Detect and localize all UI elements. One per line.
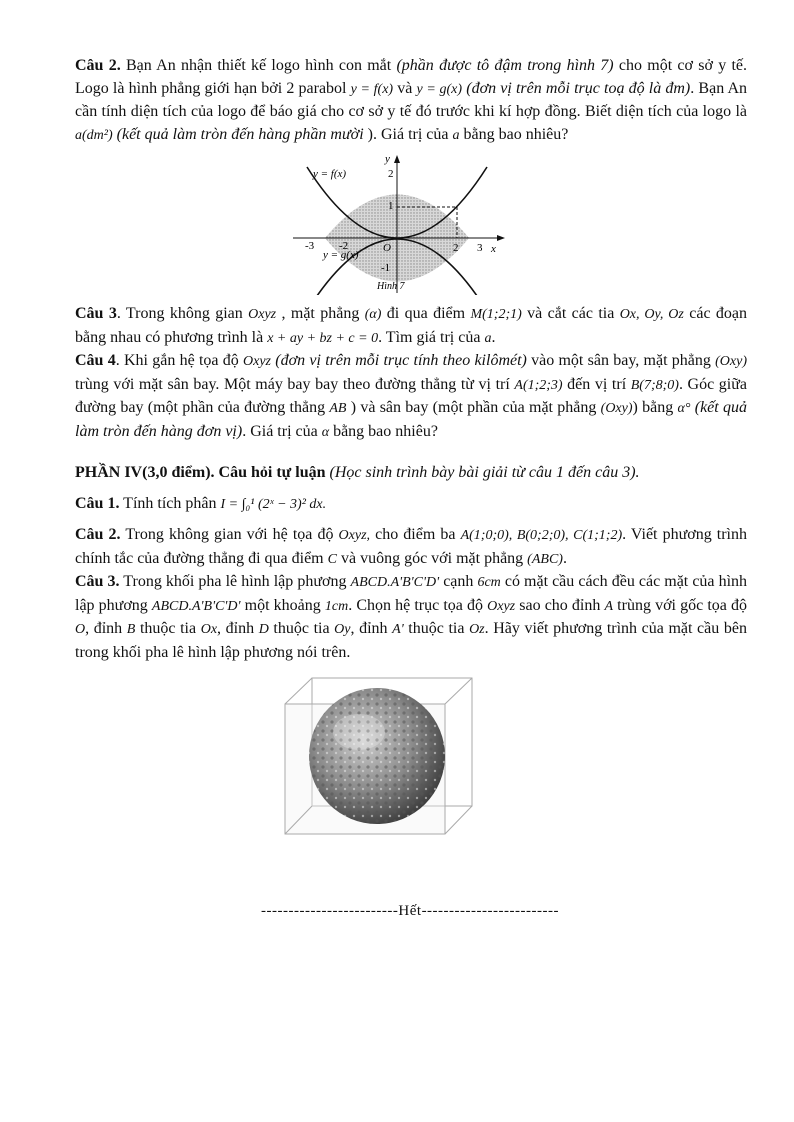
question-text: . Trong không gian (116, 305, 249, 322)
y-axis-arrow-icon (394, 155, 400, 163)
label-g: y = g(x) (323, 249, 359, 261)
origin-label: O (383, 242, 391, 254)
end-marker: -------------------------Hết------------------------- (261, 903, 559, 919)
question-text: ). Giá trị của (363, 125, 453, 143)
tick-x: -2 (339, 240, 349, 252)
question-label: Câu 2. (75, 526, 121, 543)
question-note: (đơn vị trên mỗi trục tính theo kilômét) (275, 352, 527, 369)
math-expression: C (327, 551, 337, 567)
question-text: một khoảng (240, 596, 325, 614)
question-2 (75, 55, 747, 147)
question-text: Tính tích phân (119, 494, 221, 512)
question-text: ) và sân bay (một phần của mặt phẳng (346, 399, 601, 416)
question-text: thuộc tia (268, 620, 335, 637)
question-label: Câu 4 (75, 352, 116, 369)
question-label: Câu 2. (75, 57, 121, 74)
question-text: bằng bao nhiêu? (329, 422, 438, 440)
math-expression: A' (392, 622, 404, 637)
part-4-heading (75, 462, 747, 485)
question-text: . Hãy viết phương trình của mặt cầu bên trong khối pha lê hình lập phương nói trên. (75, 620, 747, 661)
math-expression: (Oxy) (715, 354, 748, 369)
question-text: cạnh (439, 573, 478, 590)
math-expression: α (321, 424, 330, 440)
math-expression: D (258, 622, 269, 637)
math-expression: A(1;0;0), B(0;2;0), C(1;1;2) (460, 528, 623, 543)
section-note: (Học sinh trình bày bài giải từ câu 1 đến câu 3). (325, 464, 640, 481)
question-text: vào một sân bay, mặt phẳng (526, 352, 716, 369)
figure-caption: Hình 7 (377, 281, 405, 292)
question-text: trùng với gốc tọa độ (613, 596, 747, 614)
question-text: cho điểm ba (370, 526, 461, 543)
math-expression: M(1;2;1) (470, 307, 522, 322)
question-text: Bạn An nhận thiết kế logo hình con mắt (120, 57, 397, 74)
question-text: . Giá trị của (242, 422, 322, 440)
math-expression: O (75, 622, 86, 637)
question-text: . Viết phương trình chính tắc của đường thẳng đi qua điểm (75, 526, 747, 567)
tick-x: -3 (305, 240, 315, 252)
question-text: bằng bao nhiêu? (459, 125, 569, 143)
math-expression: (α) (364, 307, 382, 322)
math-expression: A(1;2;3) (514, 377, 563, 393)
x-axis-arrow-icon (497, 235, 505, 241)
tick-y: 1 (388, 200, 394, 212)
exam-page (75, 55, 747, 839)
crystal-cube-sphere-image (267, 674, 497, 839)
math-expression: y = g(x) (416, 81, 463, 97)
question-text: thuộc tia (403, 620, 470, 637)
math-expression: B(7;8;0) (630, 377, 679, 393)
math-expression: a (452, 127, 460, 143)
question-text: và (393, 79, 417, 97)
axis-label-y: y (385, 155, 390, 165)
question-text: , mặt phẳng (276, 305, 365, 322)
math-expression: AB (329, 401, 347, 416)
question-text: . Góc giữa đường bay (một phần của đường thẳng (75, 375, 747, 416)
essay-question-2 (75, 524, 747, 571)
math-expression: Oxyz (248, 307, 277, 322)
question-text: đến vị trí (562, 375, 631, 393)
question-text: . Khi gắn hệ tọa độ (115, 352, 243, 369)
question-note: (kết quả làm tròn đến hàng phần mười (116, 125, 364, 143)
question-note: (đơn vị trên mỗi trục toạ độ là đm) (466, 79, 691, 97)
question-text: cho một cơ sở y tế. Logo là hình phẳng giới hạn bởi 2 parabol (75, 57, 748, 97)
question-text: trùng với mặt sân bay. Một máy bay bay theo đường thẳng từ vị trí (75, 375, 515, 393)
math-expression: Oy (334, 622, 351, 637)
question-text: Trong khối pha lê hình lập phương (119, 573, 351, 590)
math-expression: a(dm²) (75, 127, 113, 143)
question-text: và vuông góc với mặt phẳng (336, 549, 528, 567)
question-4 (75, 350, 747, 444)
question-note: (phần được tô đậm trong hình 7) (396, 57, 614, 74)
question-text: . Chọn hệ trục tọa độ (348, 596, 488, 614)
math-expression: ABCD.A'B'C'D' (350, 575, 440, 590)
math-expression: Oxyz (243, 354, 271, 369)
question-text: có mặt cầu cách đều các mặt của hình lập phương (75, 573, 748, 614)
math-expression: Ox, Oy, Oz (619, 307, 684, 322)
question-text: . Bạn An cần tính diện tích của logo để báo giá cho cơ sở y tế đó trước khi kí hợp đồng. Biết diện tích của logo là (75, 79, 748, 120)
question-text: Trong không gian với hệ tọa độ (120, 526, 339, 543)
math-expression: (ABC) (527, 551, 563, 567)
question-label: Câu 3 (75, 305, 117, 322)
math-expression: Oz (469, 622, 485, 637)
tick-y: -1 (381, 262, 391, 274)
math-expression: a (484, 330, 492, 346)
question-label: Câu 3. (75, 573, 120, 590)
tick-x: 3 (477, 242, 483, 254)
math-expression: Ox (200, 622, 218, 637)
essay-question-3 (75, 571, 747, 664)
math-expression: y = f(x) (350, 81, 394, 97)
sphere-highlight (333, 714, 385, 750)
label-f: y = f(x) (313, 168, 347, 180)
math-expression: 1cm (324, 598, 349, 614)
math-expression: Oxyz, (338, 528, 371, 543)
math-expression: ABCD.A'B'C'D' (151, 598, 241, 614)
math-expression: (Oxy) (600, 401, 633, 416)
question-3 (75, 303, 747, 350)
math-expression: A (604, 598, 614, 614)
question-text: , đỉnh (350, 620, 393, 637)
question-text: . (562, 549, 567, 567)
question-text: sao cho đỉnh (515, 596, 605, 614)
tick-x: 2 (453, 242, 459, 254)
math-expression: α° (677, 401, 691, 416)
tick-y: 2 (388, 168, 394, 180)
integral-expression: I = ∫₀¹ (2ˣ − 3)² dx. (220, 496, 327, 512)
essay-question-1 (75, 493, 747, 517)
math-expression: x + ay + bz + c = 0 (267, 330, 379, 346)
question-note: (kết quả làm tròn đến hàng đơn vị) (75, 399, 747, 440)
question-text: đi qua điểm (381, 305, 471, 322)
figure-7-graph (293, 155, 508, 295)
question-label: Câu 1. (75, 494, 120, 512)
question-text: thuộc tia (135, 620, 201, 637)
question-text: các đoạn bằng nhau có phương trình là (75, 305, 748, 346)
question-text: , đỉnh (217, 620, 259, 637)
math-expression: 6cm (477, 575, 501, 590)
section-title: PHẦN IV(3,0 điểm). Câu hỏi tự luận (75, 464, 326, 481)
sphere-texture (309, 688, 445, 824)
question-text: , đỉnh (85, 620, 127, 637)
question-text: ) bằng (632, 399, 678, 416)
question-text: và cắt các tia (521, 305, 620, 322)
axis-label-x: x (491, 243, 496, 255)
math-expression: B (126, 622, 136, 637)
question-text: . (491, 328, 496, 346)
math-expression: Oxyz (487, 598, 516, 614)
question-text: . Tìm giá trị của (378, 328, 485, 346)
